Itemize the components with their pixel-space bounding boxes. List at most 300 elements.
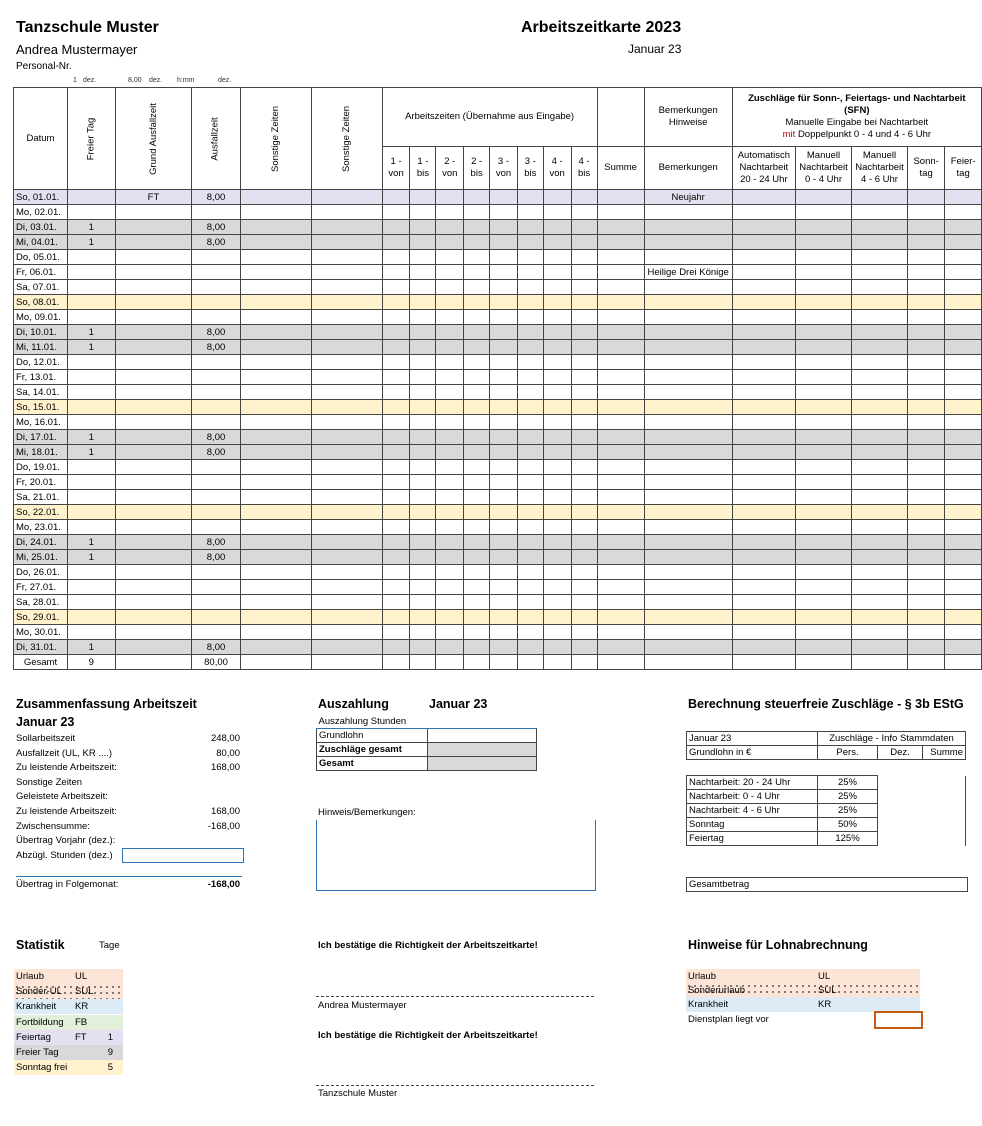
day-date[interactable]: Fr, 13.01. — [14, 370, 68, 385]
day-hours[interactable]: 8,00 — [192, 430, 240, 445]
time-cell[interactable] — [543, 250, 571, 265]
time-cell[interactable] — [436, 355, 464, 370]
time-cell[interactable] — [382, 595, 410, 610]
sfn-cell[interactable] — [796, 610, 852, 625]
sfn-cell[interactable] — [852, 565, 908, 580]
time-cell[interactable] — [597, 385, 644, 400]
sfn-cell[interactable] — [908, 250, 945, 265]
time-cell[interactable] — [464, 610, 490, 625]
time-cell[interactable] — [490, 400, 518, 415]
sfn-cell[interactable] — [945, 625, 982, 640]
time-cell[interactable] — [543, 295, 571, 310]
day-date[interactable]: Sa, 07.01. — [14, 280, 68, 295]
day-reason[interactable] — [115, 265, 192, 280]
sfn-cell[interactable] — [945, 355, 982, 370]
time-cell[interactable] — [240, 640, 311, 655]
time-cell[interactable] — [382, 355, 410, 370]
time-cell[interactable] — [464, 535, 490, 550]
sfn-cell[interactable] — [796, 250, 852, 265]
time-cell[interactable] — [410, 580, 436, 595]
time-cell[interactable] — [597, 235, 644, 250]
day-note[interactable] — [644, 520, 732, 535]
time-cell[interactable] — [240, 520, 311, 535]
time-cell[interactable] — [517, 220, 543, 235]
time-cell[interactable] — [311, 190, 382, 205]
sfn-cell[interactable] — [732, 235, 795, 250]
time-cell[interactable] — [410, 310, 436, 325]
sfn-cell[interactable] — [908, 610, 945, 625]
time-cell[interactable] — [240, 580, 311, 595]
time-cell[interactable] — [571, 640, 597, 655]
time-cell[interactable] — [240, 595, 311, 610]
sfn-cell[interactable] — [908, 430, 945, 445]
time-cell[interactable] — [571, 445, 597, 460]
time-cell[interactable] — [490, 625, 518, 640]
time-cell[interactable] — [436, 400, 464, 415]
day-free[interactable] — [67, 400, 115, 415]
time-cell[interactable] — [597, 505, 644, 520]
day-date[interactable]: Mo, 30.01. — [14, 625, 68, 640]
sfn-cell[interactable] — [945, 505, 982, 520]
time-cell[interactable] — [597, 355, 644, 370]
sfn-cell[interactable] — [732, 280, 795, 295]
time-cell[interactable] — [597, 400, 644, 415]
time-cell[interactable] — [543, 475, 571, 490]
day-reason[interactable] — [115, 340, 192, 355]
sfn-cell[interactable] — [796, 205, 852, 220]
time-cell[interactable] — [597, 370, 644, 385]
time-cell[interactable] — [311, 400, 382, 415]
time-cell[interactable] — [436, 190, 464, 205]
sfn-cell[interactable] — [945, 235, 982, 250]
time-cell[interactable] — [436, 265, 464, 280]
day-hours[interactable] — [192, 355, 240, 370]
day-reason[interactable] — [115, 295, 192, 310]
day-reason[interactable] — [115, 325, 192, 340]
time-cell[interactable] — [311, 565, 382, 580]
time-cell[interactable] — [490, 205, 518, 220]
time-cell[interactable] — [543, 565, 571, 580]
time-cell[interactable] — [517, 475, 543, 490]
sfn-cell[interactable] — [852, 265, 908, 280]
day-free[interactable] — [67, 505, 115, 520]
time-cell[interactable] — [382, 640, 410, 655]
time-cell[interactable] — [571, 325, 597, 340]
day-date[interactable]: So, 22.01. — [14, 505, 68, 520]
sfn-cell[interactable] — [796, 325, 852, 340]
sfn-cell[interactable] — [796, 370, 852, 385]
time-cell[interactable] — [517, 430, 543, 445]
time-cell[interactable] — [597, 460, 644, 475]
time-cell[interactable] — [240, 460, 311, 475]
time-cell[interactable] — [597, 535, 644, 550]
time-cell[interactable] — [410, 265, 436, 280]
day-note[interactable] — [644, 505, 732, 520]
day-note[interactable]: Neujahr — [644, 190, 732, 205]
time-cell[interactable] — [571, 565, 597, 580]
time-cell[interactable] — [597, 340, 644, 355]
time-cell[interactable] — [490, 550, 518, 565]
time-cell[interactable] — [311, 520, 382, 535]
sfn-cell[interactable] — [852, 460, 908, 475]
sfn-cell[interactable] — [908, 340, 945, 355]
time-cell[interactable] — [240, 370, 311, 385]
sfn-cell[interactable] — [908, 595, 945, 610]
day-note[interactable] — [644, 610, 732, 625]
time-cell[interactable] — [571, 355, 597, 370]
sfn-cell[interactable] — [852, 415, 908, 430]
time-cell[interactable] — [597, 640, 644, 655]
time-cell[interactable] — [382, 445, 410, 460]
day-hours[interactable] — [192, 475, 240, 490]
sfn-cell[interactable] — [796, 520, 852, 535]
time-cell[interactable] — [543, 490, 571, 505]
time-cell[interactable] — [410, 640, 436, 655]
sfn-cell[interactable] — [852, 190, 908, 205]
time-cell[interactable] — [382, 565, 410, 580]
time-cell[interactable] — [410, 490, 436, 505]
day-note[interactable] — [644, 460, 732, 475]
time-cell[interactable] — [311, 310, 382, 325]
time-cell[interactable] — [382, 325, 410, 340]
time-cell[interactable] — [240, 430, 311, 445]
day-reason[interactable] — [115, 595, 192, 610]
sfn-cell[interactable] — [945, 415, 982, 430]
time-cell[interactable] — [571, 205, 597, 220]
sfn-cell[interactable] — [908, 235, 945, 250]
sfn-cell[interactable] — [852, 355, 908, 370]
time-cell[interactable] — [436, 505, 464, 520]
time-cell[interactable] — [597, 580, 644, 595]
sfn-cell[interactable] — [908, 220, 945, 235]
sfn-cell[interactable] — [908, 550, 945, 565]
time-cell[interactable] — [240, 190, 311, 205]
time-cell[interactable] — [436, 625, 464, 640]
day-hours[interactable]: 8,00 — [192, 220, 240, 235]
day-free[interactable]: 1 — [67, 550, 115, 565]
day-reason[interactable] — [115, 640, 192, 655]
time-cell[interactable] — [382, 490, 410, 505]
sfn-cell[interactable] — [852, 625, 908, 640]
day-date[interactable]: Di, 10.01. — [14, 325, 68, 340]
time-cell[interactable] — [311, 340, 382, 355]
sfn-cell[interactable] — [945, 595, 982, 610]
time-cell[interactable] — [490, 535, 518, 550]
day-note[interactable] — [644, 400, 732, 415]
time-cell[interactable] — [382, 190, 410, 205]
sfn-cell[interactable] — [732, 505, 795, 520]
sfn-cell[interactable] — [908, 370, 945, 385]
time-cell[interactable] — [436, 310, 464, 325]
sfn-cell[interactable] — [852, 610, 908, 625]
day-reason[interactable] — [115, 430, 192, 445]
day-free[interactable] — [67, 475, 115, 490]
day-hours[interactable] — [192, 250, 240, 265]
time-cell[interactable] — [410, 235, 436, 250]
time-cell[interactable] — [311, 505, 382, 520]
time-cell[interactable] — [240, 205, 311, 220]
time-cell[interactable] — [240, 625, 311, 640]
time-cell[interactable] — [382, 385, 410, 400]
sfn-cell[interactable] — [945, 370, 982, 385]
time-cell[interactable] — [490, 475, 518, 490]
sfn-cell[interactable] — [908, 355, 945, 370]
day-note[interactable] — [644, 430, 732, 445]
sfn-cell[interactable] — [945, 280, 982, 295]
time-cell[interactable] — [490, 415, 518, 430]
time-cell[interactable] — [571, 220, 597, 235]
day-date[interactable]: So, 15.01. — [14, 400, 68, 415]
sfn-cell[interactable] — [852, 580, 908, 595]
time-cell[interactable] — [464, 640, 490, 655]
day-reason[interactable] — [115, 400, 192, 415]
time-cell[interactable] — [571, 370, 597, 385]
time-cell[interactable] — [490, 295, 518, 310]
time-cell[interactable] — [410, 220, 436, 235]
day-note[interactable] — [644, 490, 732, 505]
day-date[interactable]: Di, 31.01. — [14, 640, 68, 655]
time-cell[interactable] — [464, 190, 490, 205]
time-cell[interactable] — [464, 355, 490, 370]
sfn-cell[interactable] — [732, 550, 795, 565]
time-cell[interactable] — [410, 595, 436, 610]
time-cell[interactable] — [311, 280, 382, 295]
time-cell[interactable] — [382, 205, 410, 220]
time-cell[interactable] — [311, 235, 382, 250]
time-cell[interactable] — [240, 325, 311, 340]
day-hours[interactable]: 8,00 — [192, 445, 240, 460]
day-date[interactable]: Mo, 16.01. — [14, 415, 68, 430]
time-cell[interactable] — [311, 490, 382, 505]
day-date[interactable]: Fr, 06.01. — [14, 265, 68, 280]
time-cell[interactable] — [410, 355, 436, 370]
day-note[interactable] — [644, 445, 732, 460]
time-cell[interactable] — [240, 340, 311, 355]
time-cell[interactable] — [517, 505, 543, 520]
day-reason[interactable] — [115, 490, 192, 505]
time-cell[interactable] — [382, 295, 410, 310]
day-date[interactable]: Sa, 14.01. — [14, 385, 68, 400]
sfn-cell[interactable] — [908, 460, 945, 475]
time-cell[interactable] — [410, 445, 436, 460]
sfn-cell[interactable] — [945, 490, 982, 505]
time-cell[interactable] — [464, 385, 490, 400]
time-cell[interactable] — [311, 415, 382, 430]
sfn-cell[interactable] — [732, 220, 795, 235]
day-reason[interactable] — [115, 385, 192, 400]
time-cell[interactable] — [490, 325, 518, 340]
day-note[interactable] — [644, 415, 732, 430]
day-free[interactable] — [67, 565, 115, 580]
sfn-cell[interactable] — [908, 475, 945, 490]
time-cell[interactable] — [543, 190, 571, 205]
day-note[interactable]: Heilige Drei Könige — [644, 265, 732, 280]
sfn-cell[interactable] — [796, 295, 852, 310]
day-hours[interactable] — [192, 505, 240, 520]
day-free[interactable] — [67, 370, 115, 385]
time-cell[interactable] — [517, 520, 543, 535]
time-cell[interactable] — [597, 625, 644, 640]
time-cell[interactable] — [410, 520, 436, 535]
sfn-cell[interactable] — [908, 535, 945, 550]
sfn-cell[interactable] — [945, 460, 982, 475]
time-cell[interactable] — [571, 250, 597, 265]
time-cell[interactable] — [517, 205, 543, 220]
time-cell[interactable] — [410, 280, 436, 295]
sfn-cell[interactable] — [908, 625, 945, 640]
time-cell[interactable] — [517, 370, 543, 385]
time-cell[interactable] — [517, 460, 543, 475]
time-cell[interactable] — [410, 550, 436, 565]
time-cell[interactable] — [490, 595, 518, 610]
time-cell[interactable] — [382, 400, 410, 415]
sfn-cell[interactable] — [852, 520, 908, 535]
sfn-cell[interactable] — [796, 535, 852, 550]
sfn-cell[interactable] — [732, 460, 795, 475]
time-cell[interactable] — [382, 580, 410, 595]
time-cell[interactable] — [410, 475, 436, 490]
sfn-cell[interactable] — [945, 520, 982, 535]
day-date[interactable]: Do, 19.01. — [14, 460, 68, 475]
day-note[interactable] — [644, 295, 732, 310]
time-cell[interactable] — [571, 385, 597, 400]
time-cell[interactable] — [543, 205, 571, 220]
time-cell[interactable] — [311, 205, 382, 220]
day-reason[interactable] — [115, 415, 192, 430]
time-cell[interactable] — [436, 385, 464, 400]
time-cell[interactable] — [311, 640, 382, 655]
time-cell[interactable] — [436, 235, 464, 250]
time-cell[interactable] — [436, 295, 464, 310]
time-cell[interactable] — [436, 370, 464, 385]
time-cell[interactable] — [382, 235, 410, 250]
day-free[interactable] — [67, 205, 115, 220]
sfn-cell[interactable] — [945, 445, 982, 460]
time-cell[interactable] — [597, 475, 644, 490]
time-cell[interactable] — [436, 280, 464, 295]
sfn-cell[interactable] — [945, 535, 982, 550]
time-cell[interactable] — [490, 640, 518, 655]
time-cell[interactable] — [517, 325, 543, 340]
day-note[interactable] — [644, 565, 732, 580]
sfn-cell[interactable] — [852, 370, 908, 385]
time-cell[interactable] — [311, 250, 382, 265]
time-cell[interactable] — [410, 415, 436, 430]
sfn-cell[interactable] — [908, 295, 945, 310]
time-cell[interactable] — [464, 415, 490, 430]
sfn-cell[interactable] — [945, 340, 982, 355]
time-cell[interactable] — [517, 385, 543, 400]
time-cell[interactable] — [311, 460, 382, 475]
time-cell[interactable] — [464, 550, 490, 565]
time-cell[interactable] — [490, 610, 518, 625]
time-cell[interactable] — [517, 490, 543, 505]
time-cell[interactable] — [410, 340, 436, 355]
day-note[interactable] — [644, 220, 732, 235]
time-cell[interactable] — [311, 325, 382, 340]
sfn-cell[interactable] — [852, 445, 908, 460]
sfn-cell[interactable] — [732, 565, 795, 580]
time-cell[interactable] — [543, 310, 571, 325]
day-reason[interactable] — [115, 310, 192, 325]
time-cell[interactable] — [597, 520, 644, 535]
day-hours[interactable] — [192, 385, 240, 400]
time-cell[interactable] — [240, 265, 311, 280]
day-free[interactable] — [67, 610, 115, 625]
time-cell[interactable] — [410, 505, 436, 520]
time-cell[interactable] — [571, 490, 597, 505]
day-reason[interactable] — [115, 355, 192, 370]
time-cell[interactable] — [597, 280, 644, 295]
sfn-cell[interactable] — [796, 190, 852, 205]
sfn-cell[interactable] — [796, 415, 852, 430]
time-cell[interactable] — [517, 640, 543, 655]
sfn-cell[interactable] — [796, 595, 852, 610]
time-cell[interactable] — [410, 190, 436, 205]
sfn-cell[interactable] — [732, 520, 795, 535]
time-cell[interactable] — [311, 265, 382, 280]
day-reason[interactable] — [115, 535, 192, 550]
sfn-cell[interactable] — [908, 565, 945, 580]
day-note[interactable] — [644, 580, 732, 595]
day-free[interactable] — [67, 460, 115, 475]
sfn-cell[interactable] — [945, 400, 982, 415]
time-cell[interactable] — [410, 625, 436, 640]
time-cell[interactable] — [464, 310, 490, 325]
day-note[interactable] — [644, 325, 732, 340]
sfn-cell[interactable] — [945, 475, 982, 490]
time-cell[interactable] — [490, 520, 518, 535]
sfn-cell[interactable] — [732, 310, 795, 325]
time-cell[interactable] — [382, 220, 410, 235]
day-reason[interactable]: FT — [115, 190, 192, 205]
time-cell[interactable] — [597, 430, 644, 445]
sfn-cell[interactable] — [852, 475, 908, 490]
sfn-cell[interactable] — [796, 220, 852, 235]
time-cell[interactable] — [571, 265, 597, 280]
sfn-cell[interactable] — [945, 295, 982, 310]
day-date[interactable]: Sa, 21.01. — [14, 490, 68, 505]
sfn-cell[interactable] — [852, 430, 908, 445]
day-free[interactable] — [67, 310, 115, 325]
time-cell[interactable] — [597, 550, 644, 565]
time-cell[interactable] — [311, 220, 382, 235]
sfn-cell[interactable] — [796, 430, 852, 445]
day-hours[interactable]: 8,00 — [192, 640, 240, 655]
sfn-cell[interactable] — [732, 325, 795, 340]
time-cell[interactable] — [382, 535, 410, 550]
day-reason[interactable] — [115, 565, 192, 580]
time-cell[interactable] — [464, 505, 490, 520]
sfn-cell[interactable] — [796, 550, 852, 565]
day-hours[interactable] — [192, 490, 240, 505]
time-cell[interactable] — [543, 370, 571, 385]
sfn-cell[interactable] — [852, 400, 908, 415]
sfn-cell[interactable] — [945, 385, 982, 400]
sfn-cell[interactable] — [732, 400, 795, 415]
day-hours[interactable]: 8,00 — [192, 535, 240, 550]
time-cell[interactable] — [436, 415, 464, 430]
day-reason[interactable] — [115, 625, 192, 640]
time-cell[interactable] — [490, 340, 518, 355]
day-free[interactable] — [67, 265, 115, 280]
day-free[interactable] — [67, 415, 115, 430]
time-cell[interactable] — [517, 190, 543, 205]
time-cell[interactable] — [517, 250, 543, 265]
time-cell[interactable] — [464, 205, 490, 220]
time-cell[interactable] — [382, 265, 410, 280]
time-cell[interactable] — [410, 460, 436, 475]
